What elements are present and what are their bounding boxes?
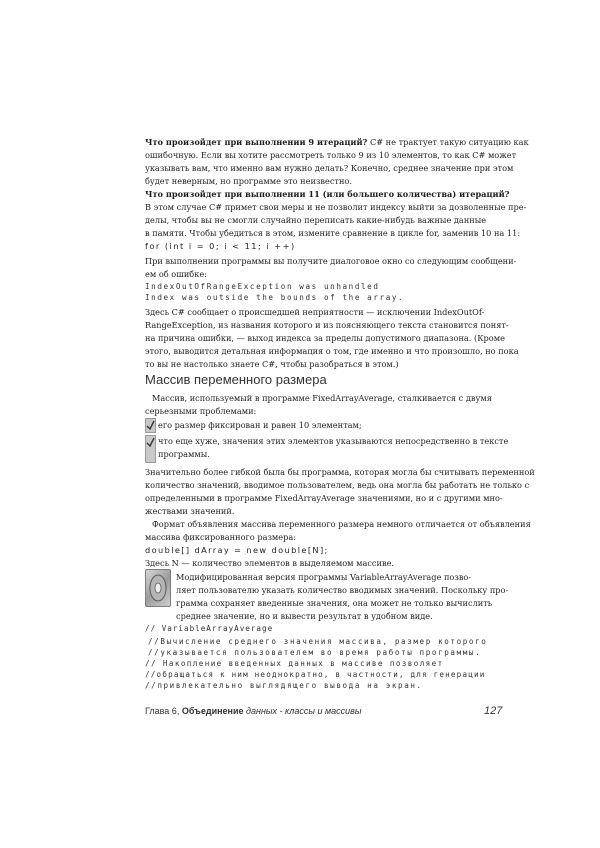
paragraph-5-line-2: серьезными проблемами: [145,406,257,416]
paragraph-4-line-3: на причина ошибки, — выход индекса за пределы допустимого диапазона. (Кроме [145,333,505,343]
paragraph-5-line-1: Массив, используемый в программе FixedArrayAverage, сталкивается с двумя [152,393,492,403]
for-loop-code: for (int i = 0; i < 11; i ++) [145,241,296,251]
question-9-iterations: Что произойдет при выполнении 9 итераций? [145,137,368,147]
checkmark-icon [145,418,156,433]
paragraph-8-line-1: Модифицированная версия программы VariableArrayAverage позво- [176,572,472,582]
paragraph-2-line-3: в памяти. Чтобы убедиться в этом, измените сравнение в цикле for, заменив 10 на 11: [145,228,521,238]
paragraph-6-line-4: жествами значений. [145,506,235,516]
code-line: // Накопление введенных данных в массиве позволяет [145,659,444,668]
checkmark-icon [145,435,156,463]
code-line: //Вычисление среднего значения массива, размер которого [148,637,488,646]
paragraph-8-line-3: грамма сохраняет введенные значения, она может не только вычислить [176,598,493,608]
question-11-iterations: Что произойдет при выполнении 11 (или большего количества) итераций? [145,189,510,199]
paragraph-1-line-1 [145,137,529,147]
cd-disc-icon [145,569,171,607]
exception-message-line-2: Index was outside the bounds of the array. [145,293,405,302]
code-line: //привлекательно выглядящего вывода на экран. [145,681,423,690]
paragraph-4-line-4: этого, выводится детальная информация о том, где именно и что произошло, но пока [145,346,519,356]
paragraph-1-line-2: ошибочную. Если вы хотите рассмотреть только 9 из 10 элементов, то как С# может [145,150,517,160]
paragraph-7-line-2: массива фиксированного размера: [145,532,297,542]
paragraph-1-line-4: будет неверным, но программе это неизвестно. [145,176,352,186]
bullet-item-2-line-2: программы. [158,449,210,459]
bullet-item-1: его размер фиксирован и равен 10 элементам; [158,420,362,430]
paragraph-8-line-4: среднее значение, но и вывести результат в удобном виде. [176,611,433,621]
code-line: //указывается пользователем во время работы программы. [148,648,482,657]
exception-message-line-1: IndexOutOfRangeException was unhandled [145,282,380,291]
paragraph-7-line-1: Формат объявления массива переменного размера немного отличается от объявления [152,519,531,529]
paragraph-3-line-2: ем об ошибке: [145,269,207,279]
paragraph-1-line-3: указывать вам, что именно вам нужно делать? Конечно, среднее значение при этом [145,163,514,173]
page-number: 127 [484,705,503,717]
code-line: //обращаться к ним неоднократно, в частности, для генерации [145,670,486,679]
footer-rest: данных - классы и массивы [246,706,362,716]
array-declaration-code: double[] dArray = new double[N]; [145,545,329,555]
paragraph-6-line-1: Значительно более гибкой была бы программа, которая могла бы считывать переменной [145,467,535,477]
footer-chapter: Глава 6, [145,706,180,716]
code-line: // VariableArrayAverage [145,624,274,633]
paragraph-4-line-2: RangeException, из названия которого и из поясняющего текста становится понят- [145,320,509,330]
paragraph-6-line-3: определенными в программе FixedArrayAverage значениями, но и с другими мно- [145,493,503,503]
paragraph-2-line-1: В этом случае С# примет свои меры и не позволит индексу выйти за дозволенные пре- [145,202,527,212]
paragraph-7-line-3: Здесь N — количество элементов в выделяемом массиве. [145,558,395,568]
paragraph-1-text: C# не трактует такую ситуацию как [367,137,529,147]
paragraph-8-line-2: ляет пользователю указать количество вводимых значений. Поскольку про- [176,585,509,595]
chapter-footer [145,706,362,716]
section-heading: Массив переменного размера [145,372,327,387]
paragraph-3-line-1: При выполнении программы вы получите диалоговое окно со следующим сообщени- [145,256,517,266]
paragraph-2-line-2: делы, чтобы вы не смогли случайно переписать какие-нибудь важные данные [145,215,487,225]
bullet-item-2-line-1: что еще хуже, значения этих элементов указываются непосредственно в тексте [158,436,509,446]
paragraph-4-line-5: то вы не настолько знаете С#, чтобы разобраться в этом.) [145,359,399,369]
paragraph-4-line-1: Здесь С# сообщает о происшедшей неприятности — исключении IndexOutOf- [145,307,485,317]
paragraph-6-line-2: количество значений, вводимое пользователем, ведь она могла бы работать не только с [145,480,530,490]
footer-bold-word: Объединение [181,706,244,716]
